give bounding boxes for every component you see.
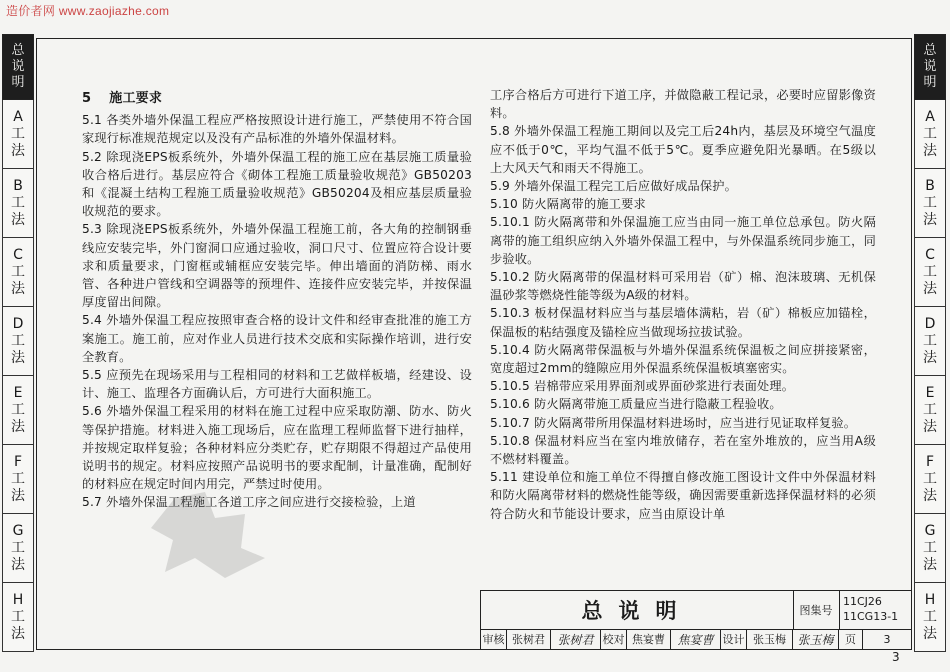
clause-5-6: 5.6 外墙外保温工程采用的材料在施工过程中应采取防潮、防水、防火等保护措施。材料进入施工现场后，应在监理工程师监督下进行抽样，并按规定取样复验；各种材料应分类贮存，贮存期限不得超过产品使用说明书的规定。材料应按照产品说明书的要求配制，计量准确，配制好的材料应在规定时间内用完，严禁过时使用。 [82,404,472,492]
tab-char: 法 [11,625,25,642]
tab-general-notes[interactable] [2,34,34,100]
drawing-title: 总说明 [481,591,794,629]
clause-5-5: 5.5 应预先在现场采用与工程相同的材料和工艺做样板墙，经建设、设计、施工、监理各方面确认后，方可进行大面积施工。 [82,368,472,401]
clause-5-10: 5.10 防火隔离带的施工要求 [490,197,646,212]
tab-char: 法 [923,211,937,228]
page-value: 3 [883,632,891,646]
tab-char: 法 [11,142,25,159]
tab-char: 法 [923,349,937,366]
tab-letter: B [925,177,935,194]
tab-letter: D [924,315,936,332]
page-number: 3 [892,650,900,664]
tab-char: 工 [11,470,25,487]
tab-head-char: 总 [923,43,937,58]
tab-method-e[interactable] [914,376,946,445]
tab-method-g[interactable] [2,514,34,583]
tab-letter: C [13,246,23,263]
left-text-column [82,90,472,512]
tab-char: 法 [923,625,937,642]
tab-char: 工 [11,608,25,625]
clause-5-7-cont: 工序合格后方可进行下道工序，并做隐蔽工程记录，必要时应留影像资料。 [490,88,876,121]
tab-char: 工 [923,332,937,349]
right-index-tabs [914,34,946,654]
watermark-text: 造价者网 www.zaojiazhe.com [6,4,170,18]
tab-letter: E [925,384,935,401]
tab-char: 法 [923,418,937,435]
checker-signature: 焦宴曹 [671,629,721,649]
tab-method-g[interactable] [914,514,946,583]
section-number: 5 [82,91,92,106]
tab-letter: G [12,522,24,539]
section-title: 施工要求 [109,91,163,106]
clause-5-3: 5.3 除现浇EPS板系统外，外墙外保温工程施工前，各大角的控制钢垂线应安装完毕，外门窗洞口应通过验收，洞口尺寸、位置应符合设计要求和质量要求，门窗框或辅框应安装完毕。伸出墙面的消防梯、雨水管、各种进户管线和空调器等的预埋件、连接件应安装完毕，并按保温厚度留出间隙。 [82,222,472,310]
title-block-signatures [481,629,911,649]
clause-5-11: 5.11 建设单位和施工单位不得擅自修改施工图设计文件中外保温材料和防火隔离带材料的燃烧性能等级，确因需要重新选择保温材料的必须符合防火和节能设计要求，应当由原设计单 [490,470,876,521]
clause-5-2: 5.2 除现浇EPS板系统外，外墙外保温工程的施工应在基层施工质量验收合格后进行。基层应符合《砌体工程施工质量验收规范》GB50203和《混凝土结构工程施工质量验收规范》GB50204及相应基层质量验收规范的要求。 [82,149,472,219]
tab-method-c[interactable] [2,238,34,307]
design-label: 设计 [721,629,747,649]
tab-char: 工 [11,332,25,349]
tab-char: 工 [923,263,937,280]
tab-method-c[interactable] [914,238,946,307]
tab-char: 法 [923,556,937,573]
reviewer-signature: 张树君 [551,629,601,649]
tab-letter: F [925,453,935,470]
clause-5-10-8: 5.10.8 保温材料应当在室内堆放储存，若在室外堆放的，应当用A级不燃材料覆盖。 [490,433,876,467]
tab-char: 法 [923,280,937,297]
atlas-code: 11CG13-1 [843,610,899,623]
review-label: 审核 [481,629,507,649]
tab-char: 工 [923,608,937,625]
clause-5-10-1: 5.10.1 防火隔离带和外保温施工应当由同一施工单位总承包。防火隔离带的施工组织应纳入外墙外保温工程中，与外保温系统同步施工，同步验收。 [490,215,876,266]
tab-method-h[interactable] [2,583,34,652]
tab-char: 工 [923,539,937,556]
tab-letter: A [925,108,935,125]
tab-general-notes[interactable] [914,34,946,100]
designer-signature: 张玉梅 [793,629,839,649]
tab-head-char: 说 [923,59,937,74]
title-block [480,590,912,650]
tab-char: 法 [11,211,25,228]
clause-5-10-5: 5.10.5 岩棉带应采用界面剂或界面砂浆进行表面处理。 [490,379,795,394]
tab-method-e[interactable] [2,376,34,445]
section-heading [82,90,472,108]
atlas-number-label: 图集号 [793,591,840,629]
clause-5-10-2: 5.10.2 防火隔离带的保温材料可采用岩（矿）棉、泡沫玻璃、无机保温砂浆等燃烧性能等级为A级的材料。 [490,270,876,303]
clause-5-10-6: 5.10.6 防火隔离带施工质量应当进行隐蔽工程验收。 [490,397,782,412]
tab-char: 工 [11,263,25,280]
tab-method-f[interactable] [914,445,946,514]
tab-letter: D [12,315,24,332]
tab-char: 法 [11,487,25,504]
tab-char: 工 [11,194,25,211]
checker-name: 焦宴曹 [627,629,671,649]
tab-method-b[interactable] [914,169,946,238]
clause-5-9: 5.9 外墙外保温工程完工后应做好成品保护。 [490,179,738,194]
tab-char: 工 [923,401,937,418]
tab-head-char: 明 [11,75,25,90]
reviewer-name: 张树君 [507,629,551,649]
tab-char: 工 [11,401,25,418]
tab-letter: C [925,246,935,263]
right-text-column [490,86,876,523]
tab-method-f[interactable] [2,445,34,514]
clause-5-1: 5.1 各类外墙外保温工程应严格按照设计进行施工，严禁使用不符合国家现行标准规范规定以及没有产品标准的外墙外保温材料。 [82,113,472,146]
tab-letter: G [924,522,936,539]
atlas-number [839,594,911,624]
tab-char: 法 [11,349,25,366]
tab-letter: H [924,591,936,608]
tab-char: 法 [923,487,937,504]
tab-head-char: 明 [923,75,937,90]
clause-5-8: 5.8 外墙外保温工程施工期间以及完工后24h内，基层及环境空气温度应不低于0℃，平均气温不低于5℃。夏季应避免阳光暴晒。在5级以上大风天气和雨天不得施工。 [490,124,876,175]
tab-char: 法 [923,142,937,159]
tab-char: 法 [11,556,25,573]
tab-letter: B [13,177,23,194]
tab-method-d[interactable] [914,307,946,376]
tab-method-a[interactable] [2,100,34,169]
clause-5-10-3: 5.10.3 板材保温材料应当与基层墙体满粘，岩（矿）棉板应加锚栓，保温板的粘结强度及锚栓应当做现场拉拔试验。 [490,306,876,339]
tab-method-d[interactable] [2,307,34,376]
tab-method-a[interactable] [914,100,946,169]
page-label: 页 [839,629,863,649]
designer-name: 张玉梅 [747,629,793,649]
tab-letter: F [13,453,23,470]
tab-char: 法 [11,418,25,435]
tab-char: 法 [11,280,25,297]
tab-char: 工 [923,194,937,211]
atlas-code: 11CJ26 [843,595,882,608]
clause-5-4: 5.4 外墙外保温工程应按照审查合格的设计文件和经审查批准的施工方案施工。施工前，应对作业人员进行技术交底和实际操作培训，进行安全教育。 [82,313,472,364]
clause-5-7: 5.7 外墙外保温工程施工各道工序之间应进行交接检验，上道 [82,495,416,510]
tab-char: 工 [11,539,25,556]
tab-char: 工 [923,470,937,487]
tab-letter: A [13,108,23,125]
title-block-header [481,591,911,630]
tab-method-b[interactable] [2,169,34,238]
tab-head-char: 总 [11,43,25,58]
check-label: 校对 [601,629,627,649]
left-index-tabs [2,34,34,654]
tab-char: 工 [923,125,937,142]
tab-method-h[interactable] [914,583,946,652]
tab-char: 工 [11,125,25,142]
clause-5-10-4: 5.10.4 防火隔离带保温板与外墙外保温系统保温板之间应拼接紧密，宽度超过2mm的缝隙应用外保温系统保温板填塞密实。 [490,342,876,376]
tab-letter: H [12,591,24,608]
clause-5-10-7: 5.10.7 防火隔离带所用保温材料进场时，应当进行见证取样复验。 [490,415,857,430]
tab-letter: E [13,384,23,401]
tab-head-char: 说 [11,59,25,74]
